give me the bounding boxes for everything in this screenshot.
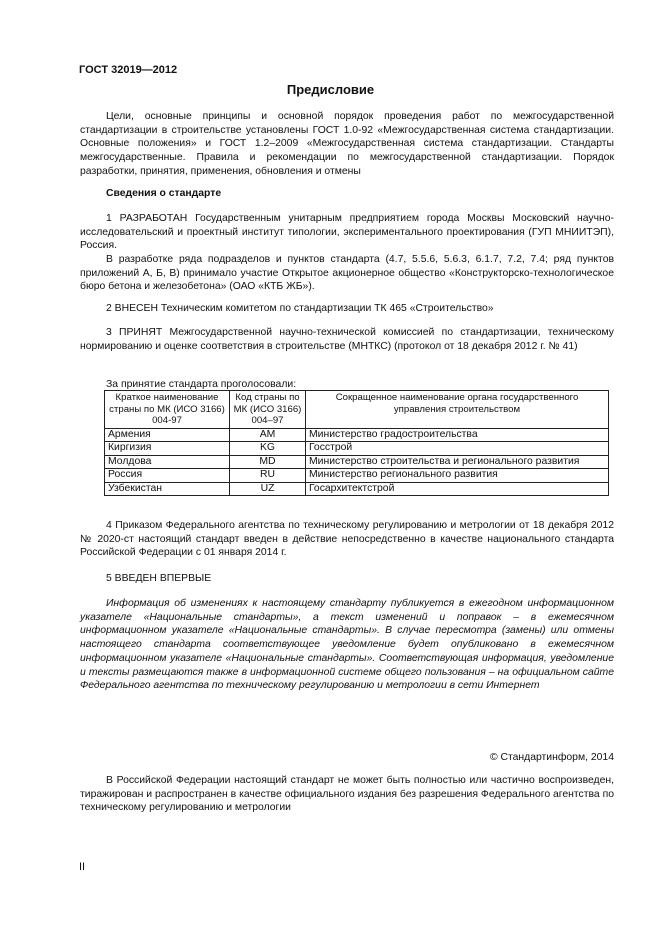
vote-table-header-row: [105, 391, 609, 429]
header-country-name: Краткое наименование страны по МК (ИСО 3166) 004-97: [105, 391, 230, 429]
information-notice: Информация об изменениях к настоящему стандарту публикуется в ежегодном информационном указателе «Национальные стандарты», а текст изменений и поправок – в ежемесячном информационном указателе «Национальные стандарты». В случае пересмотра (замены) или отмены настоящего стандарта соответствующее уведомление будет опубликовано в ежемесячном информационном указателе «Национальные стандарты». Соответствующая информация, уведомление и тексты размещаются также в информационной системе общего пользования – на официальном сайте Федерального агентства по техническому регулированию и метрологии в сети Интернет: [80, 598, 614, 692]
vote-table: [104, 390, 609, 496]
copyright-line: © Стандартинформ, 2014: [489, 752, 614, 763]
header-country-code: Код страны по МК (ИСО 3166) 004–97: [230, 391, 306, 429]
country-cell: Молдова: [105, 455, 230, 469]
table-row: [105, 482, 609, 496]
code-cell: AM: [230, 428, 306, 442]
item-4-order: 4 Приказом Федерального агентства по техническому регулированию и метрологии от 18 декабря 2012 № 2020-ст настоящий стандарт введен в действие непосредственно в качестве национального стандарта Российской Федерации с 01 января 2014 г.: [80, 520, 614, 559]
code-cell: MD: [230, 455, 306, 469]
item-1-participation: В разработке ряда подразделов и пунктов стандарта (4.7, 5.5.6, 5.6.3, 6.1.7, 7.2, 7.4; ряд пунктов приложений А, Б, В) принимало участие Открытое акционерное общество «Конструкторско-технологическое бюро бетона и железобетона» (ОАО «КТБ ЖБ»).: [80, 254, 614, 293]
country-cell: Россия: [105, 469, 230, 483]
authority-cell: Министерство регионального развития: [306, 469, 609, 483]
item-2-submitted: 2 ВНЕСЕН Техническим комитетом по стандартизации ТК 465 «Строительство»: [106, 303, 494, 314]
page-title: Предисловие: [286, 82, 375, 97]
code-cell: RU: [230, 469, 306, 483]
country-cell: Узбекистан: [105, 482, 230, 496]
authority-cell: Госстрой: [306, 442, 609, 456]
table-row: [105, 428, 609, 442]
code-cell: KG: [230, 442, 306, 456]
authority-cell: Министерство строительства и регионального развития: [306, 455, 609, 469]
table-row: [105, 455, 609, 469]
item-1-developer: 1 РАЗРАБОТАН Государственным унитарным предприятием города Москвы Московский научно-исследовательский и проектный институт типологии, экспериментального проектирования (ГУП МНИИТЭП), Россия.: [80, 213, 614, 252]
vote-table-caption: За принятие стандарта проголосовали:: [106, 379, 297, 390]
document-id-header: ГОСТ 32019—2012: [79, 64, 178, 76]
authority-cell: Министерство градостроительства: [306, 428, 609, 442]
intro-paragraph: Цели, основные принципы и основной порядок проведения работ по межгосударственной стандартизации в строительстве установлены ГОСТ 1.0-92 «Межгосударственная система стандартизации. Основные положения» и ГОСТ 1.2–2009 «Межгосударственная система стандартизации. Стандарты межгосударственные. Правила и рекомендации по межгосударственной стандартизации. Порядок разработки, принятия, применения, обновления и отмены: [80, 111, 614, 177]
country-cell: Армения: [105, 428, 230, 442]
code-cell: UZ: [230, 482, 306, 496]
header-authority: Сокращенное наименование органа государственного управления строительством: [306, 391, 609, 429]
authority-cell: Госархитектстрой: [306, 482, 609, 496]
section-heading: Сведения о стандарте: [106, 188, 222, 199]
item-3-adopted: 3 ПРИНЯТ Межгосударственной научно-технической комиссией по стандартизации, техническому нормированию и оценке соответствия в строительстве (МНТКС) (протокол от 18 декабря 2012 г. № 41): [80, 327, 614, 352]
table-row: [105, 469, 609, 483]
country-cell: Киргизия: [105, 442, 230, 456]
table-row: [105, 442, 609, 456]
item-5-first-introduced: 5 ВВЕДЕН ВПЕРВЫЕ: [106, 573, 212, 584]
page-number: II: [79, 861, 86, 873]
rights-notice: В Российской Федерации настоящий стандарт не может быть полностью или частично воспроизведен, тиражирован и распространен в качестве официального издания без разрешения Федерального агентства по техническому регулированию и метрологии: [80, 775, 614, 814]
